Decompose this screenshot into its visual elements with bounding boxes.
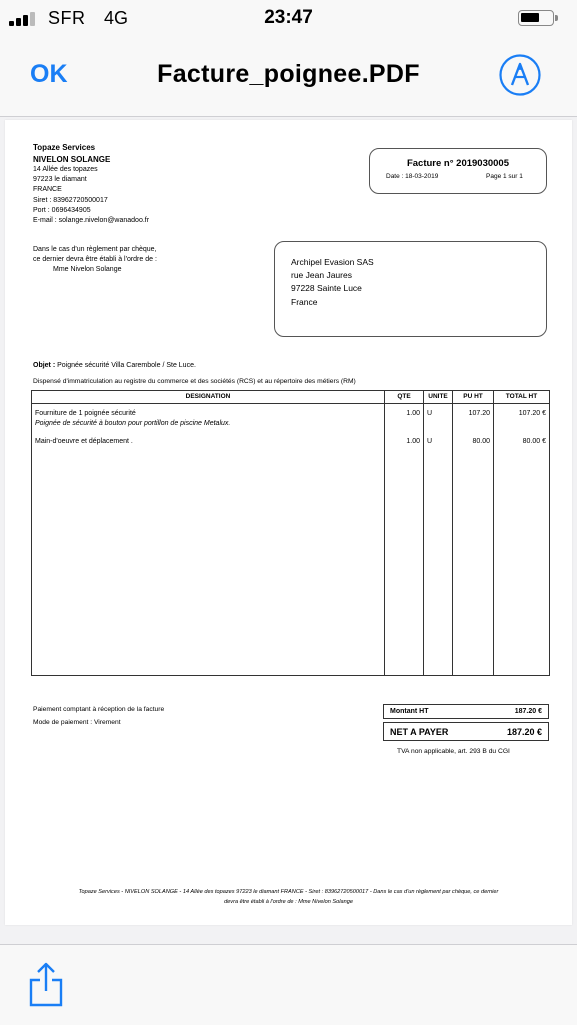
cheque-note-line2: ce dernier devra être établi à l'ordre de : bbox=[33, 256, 157, 264]
column-header: TOTAL HT bbox=[494, 391, 550, 404]
column-header: DESIGNATION bbox=[32, 391, 385, 404]
item-total: 107.20 € bbox=[494, 404, 550, 434]
item-qte: 1.00 bbox=[385, 433, 424, 676]
payment-mode: Mode de paiement : Virement bbox=[33, 718, 121, 726]
document-title: Facture_poignee.PDF bbox=[157, 60, 420, 88]
cheque-note bbox=[33, 245, 157, 275]
client-address-box bbox=[274, 241, 547, 337]
net-a-payer-box bbox=[383, 722, 549, 741]
seller-address1: 14 Allée des topazes bbox=[33, 166, 98, 174]
seller-address2: 97223 le diamant bbox=[33, 176, 87, 184]
carrier-label: SFR bbox=[48, 8, 86, 28]
clock: 23:47 bbox=[264, 7, 313, 28]
montant-ht-label: Montant HT bbox=[390, 708, 429, 715]
montant-ht-box bbox=[383, 704, 549, 719]
seller-name: NIVELON SOLANGE bbox=[33, 154, 111, 164]
objet-label: Objet : bbox=[33, 362, 56, 369]
item-detail: Poignée de sécurité à bouton pour portillon de piscine Metalux. bbox=[35, 420, 231, 428]
objet-text: Poignée sécurité Villa Carembole / Ste Luce. bbox=[57, 362, 196, 369]
item-unite: U bbox=[424, 433, 453, 676]
markup-pen-icon[interactable] bbox=[499, 54, 541, 96]
invoice-number: Facture n° 2019030005 bbox=[406, 158, 510, 169]
seller-company: Topaze Services bbox=[33, 143, 96, 152]
net-a-payer-value: 187.20 € bbox=[506, 727, 542, 737]
client-line2: rue Jean Jaures bbox=[291, 270, 352, 281]
item-pu: 80.00 bbox=[453, 433, 494, 676]
network-label: 4G bbox=[104, 8, 129, 28]
objet-line bbox=[33, 361, 196, 371]
column-header: UNITE bbox=[424, 391, 453, 404]
item-total: 80.00 € bbox=[494, 433, 550, 676]
client-line1: Archipel Evasion SAS bbox=[291, 257, 374, 267]
navigation-bar bbox=[0, 38, 577, 117]
footer-line1: Topaze Services - NIVELON SOLANGE - 14 Allée des topazes 97223 le diamant FRANCE - Siret : 83962720500017 - Dans le cas d'un règlement par chèque, ce dernier bbox=[78, 889, 499, 895]
dispense-note: Dispensé d'immatriculation au registre du commerce et des sociétés (RCS) et au répertoire des métiers (RM) bbox=[33, 378, 356, 385]
status-bar bbox=[0, 0, 577, 38]
item-pu: 107.20 bbox=[453, 404, 494, 434]
seller-email: E-mail : solange.nivelon@wanadoo.fr bbox=[33, 216, 150, 224]
pdf-page[interactable] bbox=[5, 120, 572, 925]
item-qte: 1.00 bbox=[385, 404, 424, 434]
client-line3: 97228 Sainte Luce bbox=[291, 283, 362, 294]
table-header-row bbox=[32, 391, 550, 404]
column-header: PU HT bbox=[453, 391, 494, 404]
page-footer bbox=[5, 887, 572, 907]
item-designation: Fourniture de 1 poignée sécurité bbox=[35, 410, 136, 417]
cheque-note-line1: Dans le cas d'un règlement par chèque, bbox=[33, 246, 157, 253]
item-unite: U bbox=[424, 404, 453, 434]
invoice-page: Page 1 sur 1 bbox=[486, 173, 523, 180]
invoice-date: Date : 18-03-2019 bbox=[386, 173, 439, 180]
bottom-toolbar bbox=[0, 944, 577, 1025]
items-table bbox=[31, 390, 550, 676]
battery-icon bbox=[518, 10, 554, 26]
payment-notes bbox=[33, 704, 164, 729]
client-line4: France bbox=[291, 296, 318, 307]
seller-port: Port : 0696434905 bbox=[33, 206, 91, 214]
table-row bbox=[32, 433, 550, 676]
montant-ht-value: 187.20 € bbox=[514, 708, 542, 715]
share-icon[interactable] bbox=[28, 961, 64, 1007]
ok-button[interactable]: OK bbox=[30, 60, 68, 88]
tva-note: TVA non applicable, art. 293 B du CGI bbox=[397, 748, 510, 755]
item-designation: Main-d'oeuvre et déplacement . bbox=[35, 438, 133, 445]
seller-country: FRANCE bbox=[33, 186, 62, 194]
seller-block bbox=[33, 142, 149, 226]
invoice-header-box bbox=[369, 148, 547, 194]
column-header: QTE bbox=[385, 391, 424, 404]
payment-terms: Paiement comptant à réception de la facture bbox=[33, 706, 165, 713]
net-a-payer-label: NET A PAYER bbox=[390, 727, 449, 737]
footer-line2: devra être établi à l'ordre de : Mme Nivelon Solange bbox=[224, 899, 353, 906]
cheque-note-line3: Mme Nivelon Solange bbox=[53, 266, 122, 274]
table-row bbox=[32, 404, 550, 434]
seller-siret: Siret : 83962720500017 bbox=[33, 196, 108, 204]
